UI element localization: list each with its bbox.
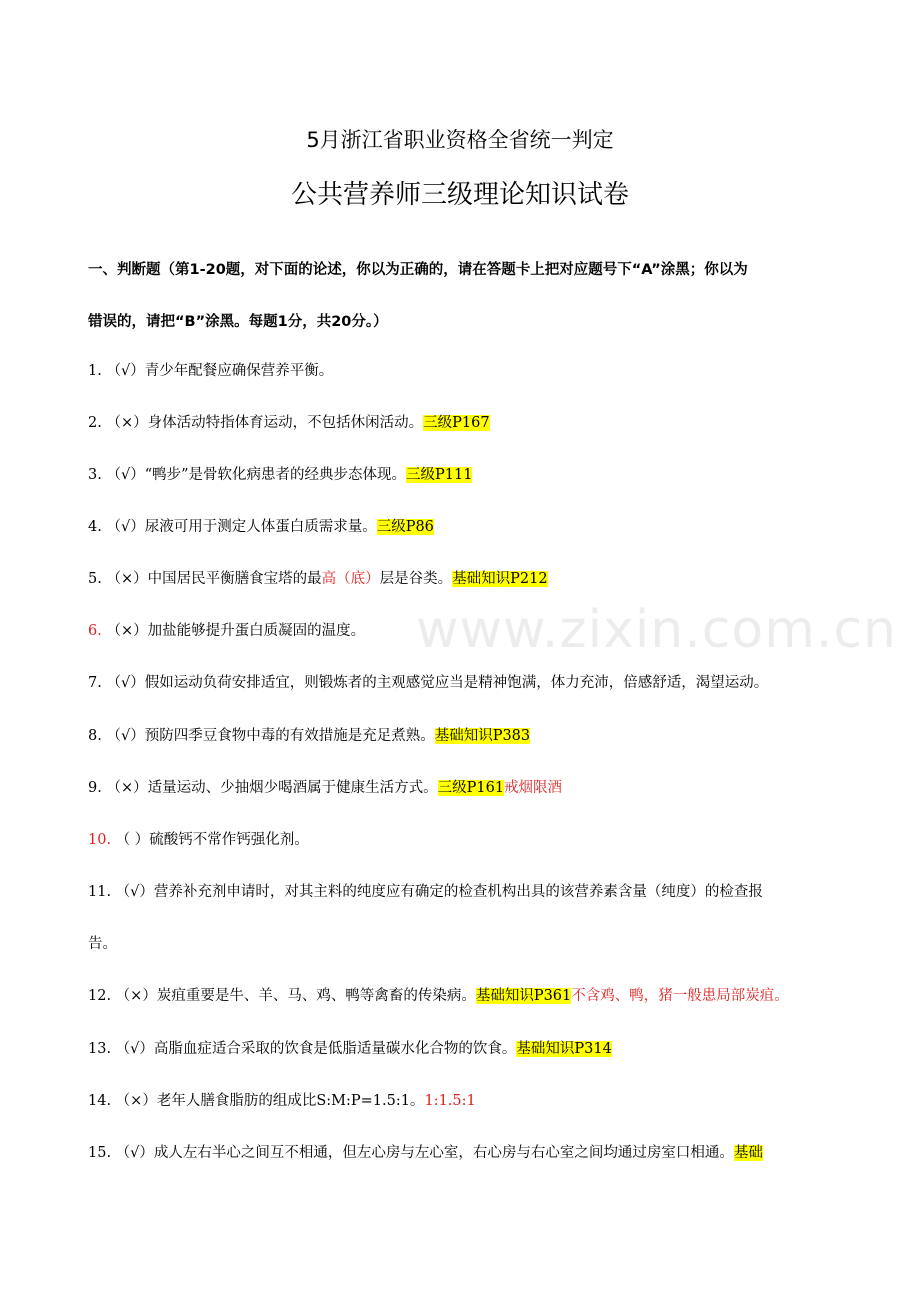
question-text: 尿液可用于测定人体蛋白质需求量。 <box>144 519 377 535</box>
reference-highlight: 三级P111 <box>406 467 473 483</box>
answer-mark: （√） <box>115 884 154 900</box>
question-text: 青少年配餐应确保营养平衡。 <box>144 363 334 379</box>
reference-highlight: 基础知识P212 <box>452 571 548 587</box>
reference-highlight: 三级P161 <box>437 780 505 796</box>
question-7 <box>88 673 768 693</box>
section-instructions-line2: 错误的，请把“B”涂黑。每题1分，共20分。） <box>88 314 388 330</box>
question-5 <box>88 569 548 589</box>
reference-highlight: 基础 <box>733 1145 763 1161</box>
question-text: 假如运动负荷安排适宜，则锻炼者的主观感觉应当是精神饱满，体力充沛，倍感舒适，渴望运动。 <box>144 675 769 691</box>
question-12 <box>88 986 789 1006</box>
question-number: 3. <box>88 467 107 483</box>
question-number: 6. <box>88 623 102 639</box>
correction-note: 1:1.5:1 <box>424 1093 476 1109</box>
question-14 <box>88 1091 476 1111</box>
question-11-continuation: 告。 <box>88 936 117 952</box>
answer-mark: （×） <box>106 415 148 431</box>
answer-mark: （√） <box>115 1145 154 1161</box>
question-number: 2. <box>88 415 107 431</box>
answer-mark: （√） <box>106 467 145 483</box>
question-15 <box>88 1143 763 1163</box>
question-text: 高脂血症适合采取的饮食是低脂适量碳水化合物的饮食。 <box>153 1041 517 1057</box>
reference-highlight: 基础知识P314 <box>516 1041 612 1057</box>
question-text: 老年人膳食脂肪的组成比S:M:P=1.5:1。 <box>156 1093 425 1109</box>
answer-mark: （×） <box>115 988 157 1004</box>
question-text: 中国居民平衡膳食宝塔的最 <box>147 571 322 587</box>
correction-note: 戒烟限酒 <box>504 780 563 796</box>
question-number: 8. <box>88 728 107 744</box>
question-number: 4. <box>88 519 107 535</box>
answer-mark: （√） <box>115 1041 154 1057</box>
question-text: 适量运动、少抽烟少喝酒属于健康生活方式。 <box>147 780 438 796</box>
question-6 <box>88 621 365 641</box>
question-text: 加盐能够提升蛋白质凝固的温度。 <box>147 623 366 639</box>
question-text: 硫酸钙不常作钙强化剂。 <box>149 832 309 848</box>
question-text: “鸭步”是骨软化病患者的经典步态体现。 <box>144 467 407 483</box>
correction-note: 不含鸡、鸭，猪一般患局部炭疽。 <box>571 988 789 1004</box>
answer-mark: （√） <box>106 675 145 691</box>
question-13 <box>88 1039 612 1059</box>
question-text: 营养补充剂申请时，对其主料的纯度应有确定的检查机构出具的该营养素含量（纯度）的检查报 <box>153 884 763 900</box>
question-number: 13. <box>88 1041 116 1057</box>
question-number: 7. <box>88 675 107 691</box>
correction-text: 高（底） <box>321 571 380 587</box>
question-number: 5. <box>88 571 107 587</box>
question-1 <box>88 361 333 381</box>
reference-highlight: 基础知识P361 <box>475 988 572 1004</box>
question-10 <box>88 830 309 850</box>
question-text-tail: 层是谷类。 <box>379 571 453 587</box>
question-4 <box>88 517 434 537</box>
question-2 <box>88 413 490 433</box>
question-number: 15. <box>88 1145 116 1161</box>
answer-mark: （√） <box>106 519 145 535</box>
question-number: 12. <box>88 988 116 1004</box>
watermark: www.zixin.com.cn <box>416 600 897 660</box>
question-text: 身体活动特指体育运动，不包括休闲活动。 <box>147 415 424 431</box>
question-text: 预防四季豆食物中毒的有效措施是充足煮熟。 <box>144 728 435 744</box>
answer-mark: （×） <box>115 1093 157 1109</box>
answer-mark: （×） <box>101 623 148 639</box>
reference-highlight: 三级P86 <box>376 519 434 535</box>
question-number: 11. <box>88 884 116 900</box>
question-text: 炭疽重要是牛、羊、马、鸡、鸭等禽畜的传染病。 <box>156 988 476 1004</box>
question-8 <box>88 726 530 746</box>
question-3 <box>88 465 472 485</box>
question-number: 1. <box>88 363 107 379</box>
question-11 <box>88 882 763 902</box>
question-number: 14. <box>88 1093 116 1109</box>
reference-highlight: 基础知识P383 <box>434 728 531 744</box>
question-number: 9. <box>88 780 107 796</box>
answer-mark: （√） <box>106 363 145 379</box>
section-instructions-line1: 一、判断题（第1-20题，对下面的论述，你以为正确的，请在答题卡上把对应题号下“A”涂黑；你以为 <box>88 262 748 278</box>
answer-mark: （ ） <box>111 832 150 848</box>
answer-mark: （×） <box>106 780 148 796</box>
question-9 <box>88 778 562 798</box>
answer-mark: （√） <box>106 728 145 744</box>
reference-highlight: 三级P167 <box>423 415 490 431</box>
exam-title-line1: 5月浙江省职业资格全省统一判定 <box>306 128 614 152</box>
exam-title-line2: 公共营养师三级理论知识试卷 <box>290 180 629 210</box>
question-number: 10. <box>88 832 112 848</box>
question-text: 成人左右半心之间互不相通，但左心房与左心室，右心房与右心室之间均通过房室口相通。 <box>153 1145 734 1161</box>
answer-mark: （×） <box>106 571 148 587</box>
